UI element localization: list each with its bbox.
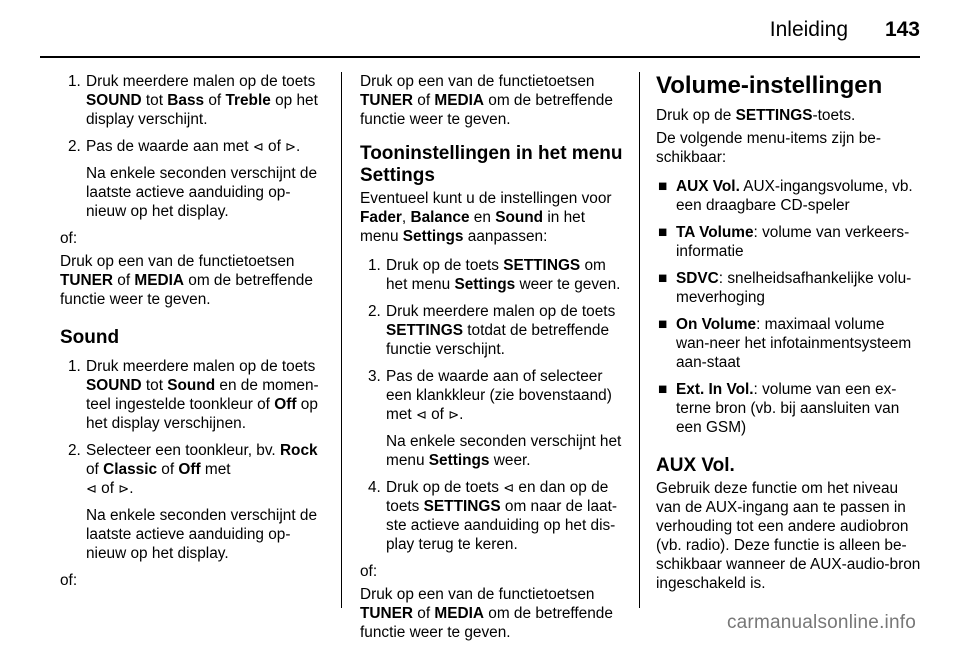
paragraph: of: <box>60 230 78 247</box>
list-item: 4. Druk op de toets ⊲ en dan op de toets SETTINGS om naar de laat-ste actieve aanduiding op het dis-play terug te keren. <box>368 479 617 553</box>
paragraph: Druk op een van de functietoetsen TUNER of MEDIA om de betreffende functie weer te geven. <box>60 253 313 308</box>
arrow-left-icon: ⊲ <box>415 407 427 422</box>
bullet-icon: ■ <box>658 270 668 287</box>
bullet-icon: ■ <box>658 316 668 333</box>
column-3 <box>656 72 922 603</box>
bullet-icon: ■ <box>658 178 668 195</box>
list-item-note: Na enkele seconden verschijnt het menu Settings weer. <box>386 433 622 469</box>
paragraph: Druk op een van de functietoetsen TUNER of MEDIA om de betreffende functie weer te geven. <box>360 73 613 128</box>
column-2 <box>360 72 626 652</box>
page-header <box>0 0 960 60</box>
list-item: ■ Ext. In Vol.: volume van een ex-terne bron (vb. bij aansluiten van een GSM) <box>658 381 900 436</box>
list-item: 2. Druk meerdere malen op de toets SETTINGS totdat de betreffende functie verschijnt. <box>368 303 616 358</box>
column-divider <box>639 72 640 608</box>
paragraph: of: <box>60 572 78 589</box>
list-item: ■ SDVC: snelheidsafhankelijke volu-meverhoging <box>658 270 912 306</box>
list-item: ■ TA Volume: volume van verkeers-informatie <box>658 224 910 260</box>
list-item: 1. Druk meerdere malen op de toets SOUND tot Sound en de momen-teel ingestelde toonkleur of Off op het display verschijnen. <box>68 358 319 432</box>
bullet-icon: ■ <box>658 224 668 241</box>
section-heading: Tooninstellingen in het menu Settings <box>360 143 623 186</box>
bullet-icon: ■ <box>658 381 668 398</box>
list-item: ■ On Volume: maximaal volume wan-neer het infotainmentsysteem aan-staat <box>658 316 912 371</box>
arrow-right-icon: ⊳ <box>285 139 297 154</box>
arrow-left-icon: ⊲ <box>86 481 97 496</box>
list-item: 1. Druk op de toets SETTINGS om het menu Settings weer te geven. <box>368 257 621 293</box>
arrow-left-icon: ⊲ <box>252 139 264 154</box>
paragraph: Gebruik deze functie om het niveau van de AUX-ingang aan te passen in verhouding tot een andere audiobron (vb. radio). Deze functie is alleen be-schikbaar wanneer de AUX-audio-bron ingeschakeld is. <box>656 480 921 592</box>
section-heading: AUX Vol. <box>656 455 735 476</box>
list-item: ■ AUX Vol. AUX-ingangsvolume, vb. een draagbare CD-speler <box>658 178 913 214</box>
list-item: 2. Pas de waarde aan met ⊲ of ⊳. Na enkele seconden verschijnt de laatste actieve aanduiding op-nieuw op het display. <box>60 137 326 221</box>
section-heading: Sound <box>60 327 120 348</box>
section-heading: Volume-instellingen <box>656 72 883 99</box>
list-item: 2. Selecteer een toonkleur, bv. Rock of Classic of Off met ⊲ of ⊳. Na enkele seconden verschijnt de laatste actieve aanduiding op-nieuw op het display. <box>60 441 326 563</box>
column-divider <box>341 72 342 608</box>
watermark: carmanualsonline.info <box>726 612 916 633</box>
arrow-right-icon: ⊳ <box>118 481 130 496</box>
paragraph: Eventueel kunt u de instellingen voor Fader, Balance en Sound in het menu Settings aanpassen: <box>360 190 612 245</box>
list-item: 3. Pas de waarde aan of selecteer een klankkleur (zie bovenstaand) met ⊲ of ⊳. Na enkele seconden verschijnt het menu Settings weer. <box>360 367 626 470</box>
paragraph: Druk op een van de functietoetsen TUNER of MEDIA om de betreffende functie weer te geven. <box>360 586 613 641</box>
paragraph: of: <box>360 563 378 580</box>
header-rule <box>40 56 920 58</box>
chapter-title: Inleiding <box>769 18 848 41</box>
paragraph: De volgende menu-items zijn be-schikbaar: <box>656 130 881 166</box>
column-1 <box>60 72 326 600</box>
arrow-left-icon: ⊲ <box>503 480 515 495</box>
list-item-note: Na enkele seconden verschijnt de laatste actieve aanduiding op-nieuw op het display. <box>86 165 318 220</box>
arrow-right-icon: ⊳ <box>448 407 460 422</box>
list-item: 1. Druk meerdere malen op de toets SOUND tot Bass of Treble op het display verschijnt. <box>68 73 318 128</box>
list-item-note: Na enkele seconden verschijnt de laatste actieve aanduiding op-nieuw op het display. <box>86 507 318 562</box>
paragraph: Druk op de SETTINGS-toets. <box>656 107 856 124</box>
page-number: 143 <box>884 18 920 41</box>
